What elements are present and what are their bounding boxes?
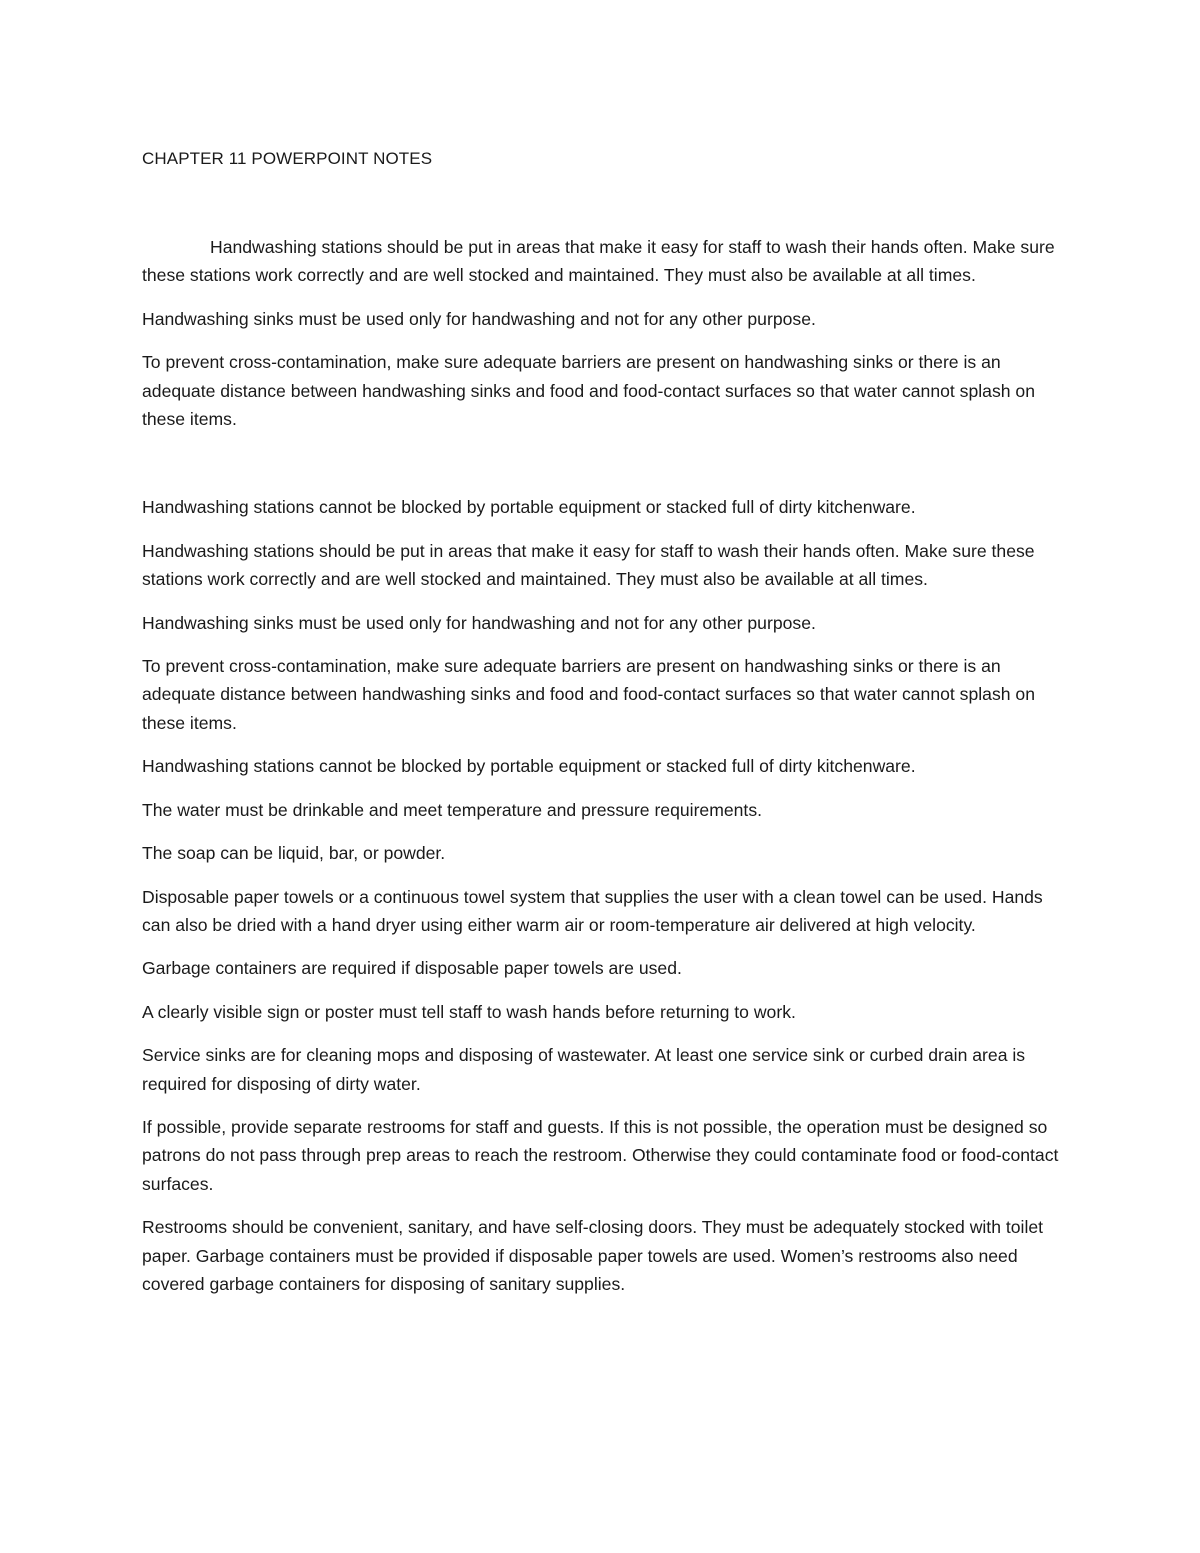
paragraph: Restrooms should be convenient, sanitary, and have self-closing doors. They must be adequately stocked with toilet paper. Garbage containers must be provided if disposable paper towels are used. Women’s restrooms also need covered garbage containers for disposing of sanitary supplies. <box>142 1217 1044 1294</box>
paragraph: A clearly visible sign or poster must tell staff to wash hands before returning to work. <box>142 1001 796 1022</box>
paragraph: To prevent cross-contamination, make sure adequate barriers are present on handwashing sinks or there is an adequate distance between handwashing sinks and food and food-contact surfaces so that water cannot splash on these items. <box>142 352 1035 430</box>
paragraph: Service sinks are for cleaning mops and disposing of wastewater. At least one service sink or curbed drain area is required for disposing of dirty water. <box>142 1045 1026 1094</box>
paragraph: Handwashing stations cannot be blocked by portable equipment or stacked full of dirty kitchenware. <box>142 497 916 518</box>
paragraph: Handwashing sinks must be used only for handwashing and not for any other purpose. <box>142 612 816 633</box>
paragraph: The soap can be liquid, bar, or powder. <box>142 843 446 864</box>
paragraph: Garbage containers are required if disposable paper towels are used. <box>142 958 682 979</box>
paragraph: To prevent cross-contamination, make sure adequate barriers are present on handwashing sinks or there is an adequate distance between handwashing sinks and food and food-contact surfaces so that water cannot splash on these items. <box>142 656 1035 733</box>
document-title: CHAPTER 11 POWERPOINT NOTES <box>142 149 433 168</box>
paragraph: If possible, provide separate restrooms for staff and guests. If this is not possible, the operation must be designed so patrons do not pass through prep areas to reach the restroom. Otherwise they could contaminate food or food-contact surfaces. <box>142 1116 1059 1194</box>
paragraph: Disposable paper towels or a continuous towel system that supplies the user with a clean towel can be used. Hands can also be dried with a hand dryer using either warm air or room-temperature air delivered at high velocity. <box>142 886 1043 935</box>
paragraph: Handwashing stations should be put in areas that make it easy for staff to wash their hands often. Make sure these stations work correctly and are well stocked and maintained. They must also be available at all times. <box>142 540 1035 590</box>
paragraph: Handwashing sinks must be used only for handwashing and not for any other purpose. <box>142 308 816 329</box>
document-body <box>142 145 1067 1298</box>
paragraph: Handwashing stations cannot be blocked by portable equipment or stacked full of dirty kitchenware. <box>142 756 916 777</box>
paragraph: The water must be drinkable and meet temperature and pressure requirements. <box>142 799 763 820</box>
paragraph: Handwashing stations should be put in areas that make it easy for staff to wash their hands often. Make sure these stations work correctly and are well stocked and maintained. They must also be available at all times. <box>142 237 1055 286</box>
